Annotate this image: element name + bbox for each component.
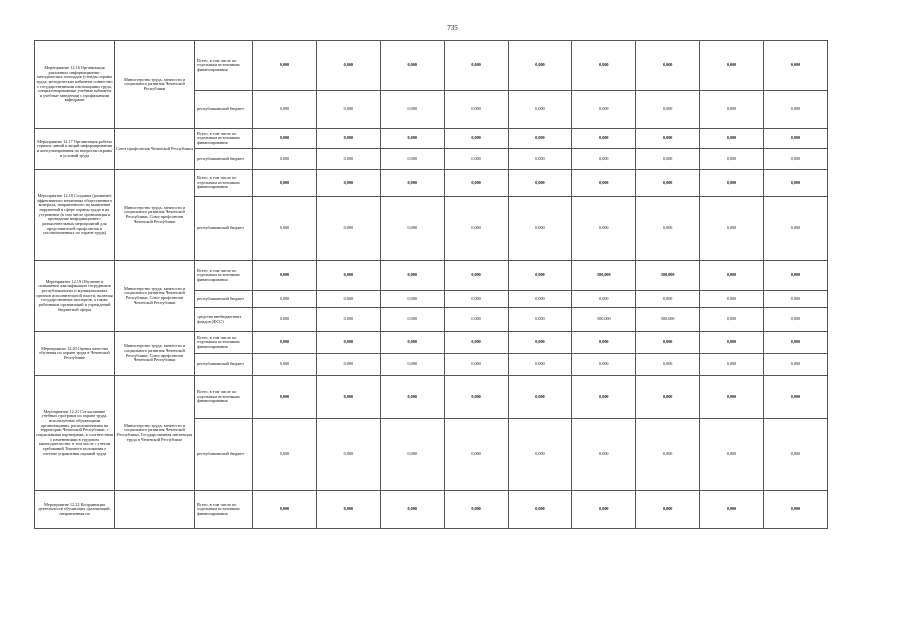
value-cell: 0,000	[764, 91, 828, 129]
value-cell: 0,000	[380, 129, 444, 149]
measure-executor: Союз профсоюзов Чеченской Республики	[115, 129, 195, 170]
value-cell: 0,000	[700, 261, 764, 291]
value-cell: 0,000	[316, 491, 380, 529]
value-cell: 0,000	[253, 149, 317, 170]
measure-executor	[115, 491, 195, 529]
value-cell: 0,000	[253, 491, 317, 529]
value-cell: 0,000	[444, 376, 508, 419]
funding-source: республиканский бюджет	[195, 354, 253, 376]
value-cell: 0,000	[316, 308, 380, 332]
value-cell: 0,000	[444, 491, 508, 529]
value-cell: 0,000	[636, 129, 700, 149]
funding-source: Всего, в том числе по отдельным источникам финансирования	[195, 491, 253, 529]
value-cell: 0,000	[764, 170, 828, 197]
value-cell: 0,000	[316, 41, 380, 91]
value-cell: 0,000	[636, 170, 700, 197]
value-cell: 0,000	[572, 170, 636, 197]
value-cell: 0,000	[508, 376, 572, 419]
value-cell: 0,000	[316, 149, 380, 170]
value-cell: 0,000	[444, 170, 508, 197]
value-cell: 0,000	[636, 376, 700, 419]
table-row	[35, 376, 828, 419]
table-row	[35, 491, 828, 529]
value-cell: 0,000	[572, 129, 636, 149]
value-cell: 0,000	[764, 491, 828, 529]
value-cell: 0,000	[572, 149, 636, 170]
value-cell: 0,000	[572, 376, 636, 419]
measure-executor: Министерство труда, занятости и социального развития Чеченской Республики, Союз профсоюзов Чеченской Республики	[115, 261, 195, 332]
table-row	[35, 170, 828, 197]
value-cell: 0,000	[764, 149, 828, 170]
value-cell: 0,000	[444, 41, 508, 91]
value-cell: 0,000	[316, 376, 380, 419]
value-cell: 0,000	[572, 491, 636, 529]
funding-source: республиканский бюджет	[195, 419, 253, 491]
value-cell: 0,000	[316, 170, 380, 197]
value-cell: 0,000	[444, 332, 508, 354]
value-cell: 0,000	[253, 291, 317, 308]
measure-name: Мероприятие 12.22 Координация деятельности обучающих организаций, направленная на	[35, 491, 115, 529]
value-cell: 0,000	[508, 491, 572, 529]
value-cell: 0,000	[764, 129, 828, 149]
value-cell: 0,000	[700, 491, 764, 529]
table-row	[35, 261, 828, 291]
value-cell: 0,000	[700, 41, 764, 91]
value-cell: 0,000	[253, 261, 317, 291]
value-cell: 0,000	[253, 354, 317, 376]
value-cell: 0,000	[380, 291, 444, 308]
value-cell: 0,000	[764, 332, 828, 354]
value-cell: 0,000	[636, 291, 700, 308]
value-cell: 0,000	[764, 354, 828, 376]
value-cell: 0,000	[572, 332, 636, 354]
value-cell: 0,000	[444, 91, 508, 129]
funding-source: Всего, в том числе по отдельным источникам финансирования	[195, 129, 253, 149]
page-number: 735	[447, 24, 458, 32]
value-cell: 0,000	[380, 332, 444, 354]
value-cell: 0,000	[700, 376, 764, 419]
value-cell: 0,000	[508, 41, 572, 91]
value-cell: 0,000	[380, 41, 444, 91]
value-cell: 0,000	[572, 91, 636, 129]
value-cell: 0,000	[508, 149, 572, 170]
value-cell: 0,000	[380, 261, 444, 291]
table-row	[35, 41, 828, 91]
value-cell: 0,000	[380, 149, 444, 170]
measure-name: Мероприятие 12.18 Создание (развитие) эффективного механизма общественного контроля, направленного на выявление нарушений в сфере охраны труда и их устранение (в том числе организация и проведение информационно-разъяснительных мероприятий для представителей профсоюзов и уполномоченных по охране труда)	[35, 170, 115, 261]
measure-executor: Министерство труда, занятости и социального развития Чеченской Республики	[115, 41, 195, 129]
value-cell: 0,000	[316, 197, 380, 261]
value-cell: 0,000	[700, 419, 764, 491]
value-cell: 0,000	[700, 354, 764, 376]
budget-table	[34, 40, 828, 529]
value-cell: 0,000	[700, 91, 764, 129]
funding-source: Всего, в том числе по отдельным источникам финансирования	[195, 41, 253, 91]
value-cell: 0,000	[700, 197, 764, 261]
value-cell: 0,000	[636, 91, 700, 129]
value-cell: 500,000	[636, 308, 700, 332]
value-cell: 0,000	[764, 197, 828, 261]
value-cell: 0,000	[764, 41, 828, 91]
value-cell: 0,000	[764, 291, 828, 308]
value-cell: 0,000	[444, 354, 508, 376]
measure-executor: Министерство труда, занятости и социального развития Чеченской Республики, Союз профсоюзов Чеченской Республики	[115, 170, 195, 261]
value-cell: 0,000	[253, 332, 317, 354]
value-cell: 0,000	[636, 149, 700, 170]
value-cell: 0,000	[380, 419, 444, 491]
funding-source: Всего, в том числе по отдельным источникам финансирования	[195, 332, 253, 354]
value-cell: 0,000	[316, 129, 380, 149]
value-cell: 0,000	[316, 419, 380, 491]
value-cell: 0,000	[508, 419, 572, 491]
value-cell: 0,000	[700, 332, 764, 354]
value-cell: 0,000	[572, 41, 636, 91]
value-cell: 0,000	[508, 308, 572, 332]
table-body	[35, 41, 828, 529]
value-cell: 0,000	[764, 308, 828, 332]
value-cell: 0,000	[253, 129, 317, 149]
measure-executor: Министерство труда, занятости и социального развития Чеченской Республики, Союз профсоюзов Чеченской Республики	[115, 332, 195, 376]
value-cell: 0,000	[253, 376, 317, 419]
value-cell: 0,000	[253, 308, 317, 332]
value-cell: 0,000	[380, 170, 444, 197]
funding-source: республиканский бюджет	[195, 91, 253, 129]
value-cell: 0,000	[316, 291, 380, 308]
value-cell: 0,000	[508, 332, 572, 354]
value-cell: 500,000	[572, 261, 636, 291]
value-cell: 0,000	[572, 354, 636, 376]
value-cell: 0,000	[508, 170, 572, 197]
value-cell: 0,000	[316, 354, 380, 376]
value-cell: 0,000	[700, 291, 764, 308]
value-cell: 0,000	[444, 419, 508, 491]
value-cell: 0,000	[508, 129, 572, 149]
value-cell: 0,000	[253, 91, 317, 129]
value-cell: 0,000	[444, 291, 508, 308]
measure-name: Мероприятие 12.17 Организация работы горячих линий и акций информирования и консультирования по вопросам охраны и условий труда	[35, 129, 115, 170]
value-cell: 0,000	[444, 261, 508, 291]
value-cell: 0,000	[508, 261, 572, 291]
value-cell: 0,000	[316, 332, 380, 354]
funding-source: республиканский бюджет	[195, 149, 253, 170]
value-cell: 0,000	[636, 41, 700, 91]
measure-name: Мероприятие 12.21 Согласование учебных программ по охране труда, используемых обучающими организациями, расположенными на территории Чеченской Республики, с социальными партнерами, в соответствии с изменениями в трудовом законодательстве, в том числе с учетом требований Типового положения о системе управления охраной труда	[35, 376, 115, 491]
value-cell: 0,000	[380, 91, 444, 129]
value-cell: 500,000	[572, 308, 636, 332]
value-cell: 0,000	[253, 170, 317, 197]
funding-source: Всего, в том числе по отдельным источникам финансирования	[195, 170, 253, 197]
value-cell: 0,000	[380, 491, 444, 529]
funding-source: Всего, в том числе по отдельным источникам финансирования	[195, 376, 253, 419]
table-row	[35, 129, 828, 149]
measure-name: Мероприятие 12.20 Оценка качества обучения по охране труда в Чеченской Республике	[35, 332, 115, 376]
value-cell: 0,000	[572, 291, 636, 308]
value-cell: 0,000	[444, 149, 508, 170]
value-cell: 0,000	[444, 197, 508, 261]
value-cell: 0,000	[700, 170, 764, 197]
value-cell: 0,000	[380, 376, 444, 419]
value-cell: 0,000	[508, 197, 572, 261]
funding-source: республиканский бюджет	[195, 291, 253, 308]
value-cell: 0,000	[508, 291, 572, 308]
value-cell: 0,000	[316, 91, 380, 129]
measure-executor: Министерство труда, занятости и социального развития Чеченской Республики, Государственная инспекция труда в Чеченской Республике	[115, 376, 195, 491]
value-cell: 0,000	[700, 308, 764, 332]
value-cell: 0,000	[380, 197, 444, 261]
value-cell: 0,000	[253, 197, 317, 261]
value-cell: 0,000	[636, 354, 700, 376]
value-cell: 0,000	[316, 261, 380, 291]
value-cell: 0,000	[508, 91, 572, 129]
value-cell: 0,000	[700, 129, 764, 149]
funding-source: средства внебюджетных фондов (ФСС)	[195, 308, 253, 332]
value-cell: 0,000	[444, 129, 508, 149]
value-cell: 0,000	[764, 376, 828, 419]
value-cell: 500,000	[636, 261, 700, 291]
value-cell: 0,000	[444, 308, 508, 332]
table-row	[35, 332, 828, 354]
value-cell: 0,000	[253, 419, 317, 491]
funding-source: республиканский бюджет	[195, 197, 253, 261]
value-cell: 0,000	[380, 354, 444, 376]
measure-name: Мероприятие 12.16 Организация различных информационно-методических площадок (стенды охраны труда, методические кабинеты совместно с государственными инспекциями труда, специализированные учебные кабинеты и учебные заведения) с профильными кафедрами	[35, 41, 115, 129]
measure-name: Мероприятие 12.19 Обучение и повышение квалификации сотрудников республиканских и муниципальных органов исполнительной власти, включая государственных экспертов, а также работников организаций и учреждений бюджетной сферы	[35, 261, 115, 332]
value-cell: 0,000	[700, 149, 764, 170]
value-cell: 0,000	[636, 419, 700, 491]
value-cell: 0,000	[636, 197, 700, 261]
value-cell: 0,000	[508, 354, 572, 376]
value-cell: 0,000	[764, 419, 828, 491]
value-cell: 0,000	[764, 261, 828, 291]
value-cell: 0,000	[380, 308, 444, 332]
value-cell: 0,000	[572, 197, 636, 261]
value-cell: 0,000	[636, 491, 700, 529]
funding-source: Всего, в том числе по отдельным источникам финансирования	[195, 261, 253, 291]
value-cell: 0,000	[253, 41, 317, 91]
value-cell: 0,000	[636, 332, 700, 354]
value-cell: 0,000	[572, 419, 636, 491]
